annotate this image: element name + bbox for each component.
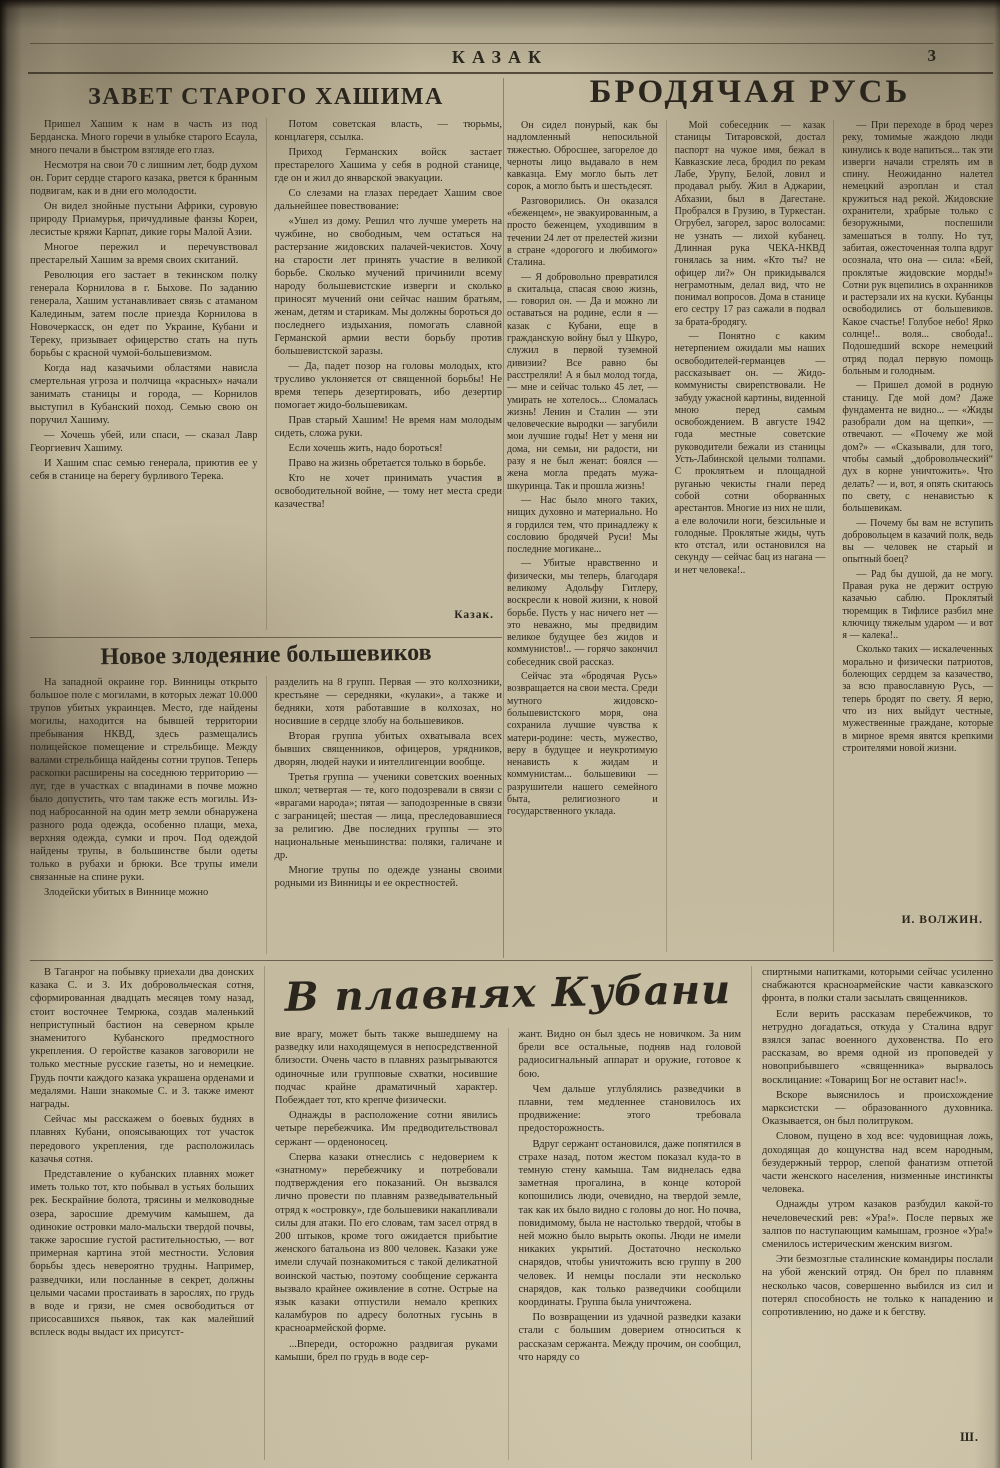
rus-column-3-paragraphs: — При переходе в брод через реку, томимые жаждою люди кинулись к воде напиться... так эти изверги начали стрелять им в спину. Неожиданно налетел немецкий аэроплан и стал кружиться над рекой. Жидовские охранители, храбрые только с безоружными, поспешили замешаться в толпу. Но тут, забитая, ожесточенная толпа вдруг осознала, что она — сила: «Бей, проклятые жидовские морды!» Сотни рук вцепились в охранников и растерзали их на куски. Кубанцы освободились от большевиков. Какое счастье! Голубое небо! Ярко солнце!.. воля... свобода!.. Подошедший вскоре немецкий отряд подал первую помощь больным и голодным. — Пришел домой в родную станицу. Где мой дом? Даже фундамента не видно... — «Жиды разобрали дом на щепки», — отвечают. — «Почему же мой дом?» — «Сказывали, для того, чтобы самый „добровольческий“ дух в корне уничтожить». Что делать? — и, вот, я опять скитаюсь по свету, с ненавистью к большевикам. — Почему бы вам не вступить добровольцем в казачий полк, ведь вы — человек не старый и опытный боец? — Рад бы душой, да не могу. Правая рука не держит острую казачью саблю. Проклятый тюремщик в Тифлисе разбил мне ключицу тяжелым ударом — и вот я — калека!.. Сколько таких — искалеченных морально и физически патриотов, болеющих сердцем за казачество, за всю православную Русь, — теперь бродят по свету. Я верю, что из них выйдут честные, мужественные граждане, которые в мирное время явятся крепкими строителями новой жизни. (842, 120, 994, 754)
rus-column-3 (833, 120, 993, 952)
plavni-column-2 (275, 1028, 508, 1460)
article-title-vinnitsa: Новое злодеяние большевиков (100, 639, 432, 671)
vinnitsa-column-2 (266, 676, 503, 954)
zavet-column-1-paragraphs: Пришел Хашим к нам в часть из под Берданска. Много горечи в улыбке старого Есаула, много печали в быстром взгляде его глаз. Несмотря на свои 70 с лишним лет, бодр духом он. Горит сердце старого казака, рвется к бранным подвигам, как и в дни его молодости. Он видел знойные пустыни Африки, суровую природу Приамурья, причудливые фанзы Кореи, лесистые кряжи Карпат, дикие горы Малой Азии. Многое пережил и перечувствовал престарелый Хашим за время своих скитаний. Революция его застает в текинском полку генерала Корнилова в г. Быхове. По заданию генерала, Хашим устанавливает связь с атаманом Калединым, затем после приезда Корнилова в Новочеркасск, он едет по Украине, Кубани и Тереку, призывает офицерство стать на путь борьбы с красной чумой-большевизмом. Когда над казачьими областями нависла смертельная угроза и полчища «красных» начали занимать станицы и города, — Корнилов выступил в Кубанский поход. Семью свою он поручил Хашиму. — Хочешь убей, или спаси, — сказал Лавр Георгиевич Хашиму. И Хашим спас семью генерала, приютив ее у себя в станице на берегу бурливого Терека. (30, 119, 258, 482)
section-rule-full (30, 960, 993, 961)
rus-column-1-paragraphs: Он сидел понурый, как бы надломленный непосильной тяжестью. Обросшее, загорелое до черноты лицо выдавало в нем кавказца. Ему могло быть лет сорок, а могло быть и шестьдесят. Разговорились. Он оказался «беженцем», не эвакуированным, а просто беженцем, уходившим в течении 24 лет от прелестей жизни в стране «дорогого и любимого» Сталина. — Я добровольно превратился в скитальца, спасая свою жизнь, — говорил он. — Да и можно ли оставаться на родине, если я — казак с Кубани, еще в гражданскую войну был у Шкуро, служил в первой туземной дивизии? Все равно бы расстреляли! А я был молод тогда, — мне и сейчас только 45 лет, — умирать не хотелось... Сломалась жизнь! Ленин и Сталин — эти человеческие выродки — загубили мои лучшие годы! Нет у меня ни дома, ни семьи, ни радости, ни разу я не был женат: боялся — жена могла предать мужа-шкуринца. Так и прошла жизнь! — Нас было много таких, нищих духовно и материально. Но я гордился тем, что принадлежу к сословию бродячей Руси! Мы последние могикане... — Убитые нравственно и физически, мы теперь, благодаря великому Адольфу Гитлеру, воскресли к новой жизни, к новой борьбе. Пусть у нас ничего нет — это неважно, мы предвидим великое будущее без жидов и коммунистов!.. — горячо закончил собеседник свой рассказ. Сейчас эта «бродячая Русь» возвращается на свои места. Среди мутного жидовско-большевистского моря, она сохранила лучшие чувства к матери-родине: честь, мужество, веру в будущее и неукротимую ненависть к жидам и коммунистам... большевики — разрушители нашего семейного быта, религиозного и государственного уклада. (507, 120, 658, 818)
section-rule-left (30, 637, 502, 638)
plavni-middle-block (264, 966, 752, 1460)
masthead-title: КАЗАК (451, 47, 549, 67)
zavet-columns (30, 118, 502, 630)
zavet-column-2 (266, 118, 503, 630)
article-v-plavnyah-kubani (30, 966, 993, 1460)
article-brodyachaya-rus (507, 74, 993, 952)
article-title-plavni: В плавнях Кубани (284, 966, 732, 1021)
signature-volzhin: И. ВОЛЖИН. (901, 913, 984, 926)
article-title-rus: БРОДЯЧАЯ РУСЬ (589, 74, 911, 110)
article-title-zavet: ЗАВЕТ СТАРОГО ХАШИМА (88, 84, 444, 110)
vinnitsa-column-2-paragraphs: разделить на 8 групп. Первая — это колхозники, крестьяне — середняки, «кулаки», а также и бедняки, хотя работавшие в колхозах, но носившие в сердце злобу на большевиков. Вторая группа убитых охватывала всех бывших священников, офицеров, урядников, дворян, людей науки и интеллигенции вообще. Третья группа — ученики советских военных школ; четвертая — те, кого подозревали в связи с «врагами народа»; пятая — заподозренные в связи с заграницей; шестая — лица, преследовавшиеся за религию. Две последних группы — это национальные меньшинства: поляки, галичане и др. Многие трупы по одежде узнаны своими родными из Винницы и ее окрестностей. (274, 677, 502, 889)
rus-column-1 (507, 120, 666, 952)
vinnitsa-column-1 (30, 676, 266, 954)
plavni-middle-columns (275, 1028, 741, 1460)
vinnitsa-column-1-paragraphs: На западной окраине гор. Винницы открыто большое поле с могилами, в которых лежат 10.000 трупов убитых украинцев. Место, где найдены могилы, находится на бывшей территории пребывания НКВД, здесь размещались полицейское помещение и стрельбище. Между валами стрельбища найдены сотни трупов. Теперь раскопки расширены на соседнюю территорию — луг, где в участках с впадинами в почве можно было допустить, что там также есть могилы. Из-под набросанной на один метр земли обнаружена разного рода одежда, особенно плащи, меха, верхняя одежда, сумки и проч. Под одеждой найдены трупы, в большинстве были одеты только в рубахи и брюки. Все трупы имели связанные на спине руки. Злодейски убитых в Виннице можно (30, 677, 258, 898)
zavet-column-1 (30, 118, 266, 630)
header-rule-top (30, 43, 993, 44)
plavni-column-1 (30, 966, 264, 1460)
main-column-divider (503, 78, 504, 958)
plavni-column-2-paragraphs: вие врагу, может быть также вышедшему на разведку или находящемуся в непосредственной близости. Очень часто в плавнях разыгрываются одиночные или групповые схватки, носившие подчас крайне драматичный характер. Побеждает тот, кто крепче физически. Однажды в расположение сотни явились четыре перебежчика. Им предводительствовал сержант — орденоносец. Сперва казаки отнеслись с недоверием к «знатному» перебежчику и потребовали подтверждения его показаний. Он вызвался лично провести по плавням разведывательный отряд к «островку», где большевики накапливали силы для атаки. По его словам, там засел отряд в 200 штыков, кроме того ожидается прибытие женского батальона из 800 человек. Казаки уже имели случай познакомиться с такой деликатной воинской частью, поэтому сообщение сержанта вызвало крайнее оживление в сотне. Острые на язык казаки отпустили немало крепких каламбуров по адресу болотных гусынь в красноармейской форме. ...Впереди, осторожно раздвигая руками камыши, брел по грудь в воде сер- (275, 1029, 498, 1363)
signature-sh: Ш. (960, 1429, 979, 1444)
plavni-column-3 (508, 1028, 742, 1460)
plavni-column-3-paragraphs: жант. Видно он был здесь не новичком. За ним брели все остальные, подняв над головой радиосигнальный аппарат и оружие, готовое к бою. Чем дальше углублялись разведчики в плавни, тем медленнее становилось их продвижение: этого требовала предосторожность. Вдруг сержант остановился, даже попятился в страхе назад, потом жестом показал куда-то в темную стену камыша. Там виднелась едва заметная прогалина, в конце которой копошились люди, очевидно, на твердой земле, так как их было видно с головы до ног. Но почва, повидимому, была не настолько твердой, чтобы в ней можно было вырыть окопы. Люди не имели никаких укрытий. Достаточно несколько снарядов, чтобы уничтожить всю группу в 200 человек. И немцы послали эти несколько снарядов, как только разведчики сообщили координаты. Группа была уничтожена. По возвращении из удачной разведки казаки стали с большим доверием относиться к рассказам сержанта. Между прочим, он сообщил, что наряду со (518, 1029, 741, 1363)
signature-kazak: Казак. (454, 609, 494, 621)
plavni-column-1-paragraphs: В Таганрог на побывку приехали два донских казака С. и З. Их добровольческая сотня, сформированная двадцать месяцев тому назад, стоит восточнее Темрюка, создав маленький неприступный бастион на северном крыле знаменитого Кубанского предмостного укрепления. О геройстве казаков заговорили не только местные русские газеты, но и немецкие. Грудь почти каждого казака украшена орденами и медалями. Наши знакомые С. и З. также имеют награды. Сейчас мы расскажем о боевых буднях в плавнях Кубани, опоясывающих тот участок передового укрепления, где расположилась казачья сотня. Представление о кубанских плавнях может иметь только тот, кто побывал в устьях больших рек. Бескрайние болота, трясины и мелководные озера, заросшие дремучим камышем, да одинокие островки мало-мальски твердой почвы, также заросшие густой растительностью, — вот примерная картина этой местности. Условия борьбы здесь невероятно трудны. Например, разведчики, или посланные в секрет, должны целыми часами простаивать в зарослях, по грудь в воде и грязи, не смея освободиться от присосавшихся пьявок, так как малейший всплеск воды выдаст их присутст- (30, 967, 254, 1339)
vinnitsa-columns (30, 676, 502, 954)
page-number: 3 (927, 46, 936, 65)
plavni-column-4-paragraphs: спиртными напитками, которыми сейчас усиленно снабжаются красноармейские части кавказского фронта, в полки стали засылать священников. Если верить рассказам перебежчиков, то нетрудно догадаться, откуда у Сталина вдруг взялся запас военного духовенства. По его рассказам, во время одной из проповедей у новоприбывшего «священника» вырвалось восклицание: «Товарищ Бог не оставит нас!». Вскоре выяснилось и происхождение марксистски — образованного духовника. Оказывается, он был политруком. Словом, пущено в ход все: чудовищная ложь, доходящая до кощунства над всем народным, безудержный террор, слепой фанатизм отпетой части женского населения, низменные инстинкты человека. Однажды утром казаков разбудил какой-то нечеловеческий рев: «Ура!». После первых же залпов по наступающим камышам, грозное «Ура!» сменилось истерическим женским визгом. Эти безмозглые сталинские командиры послали на убой женский отряд. Он брел по плавням несколько часов, совершенно выбился из сил и потерял способность не только к нападению и сопротивлению, но даже и к бегству. (762, 967, 993, 1319)
rus-column-2 (666, 120, 834, 952)
zavet-column-2-paragraphs: Потом советская власть, — тюрьмы, концлагеря, ссылка. Приход Германских войск застает престарелого Хашима у себя в родной станице, где он и жил до январской эвакуации. Со слезами на глазах передает Хашим свое дальнейшее повествование: «Ушел из дому. Решил что лучше умереть на чужбине, но свободным, чем остаться на растерзание жидовских палачей-чекистов. Хочу на старости лет принять участие в великой борьбе. Сколько мучений причинили всему народу большевистские изверги и сколько приносят мучений они сейчас нашим братьям, женам, детям и старикам. Мы должны бороться до последнего издыхания, помогать славной Германской армии вести борьбу против большевистской заразы. — Да, падет позор на головы молодых, кто трусливо уклоняется от священной борьбы! Не время теперь дезертировать, ибо дезертир помогает жидо-большевикам. Прав старый Хашим! Не время нам молодым сидеть, сложа руки. Если хочешь жить, надо бороться! Право на жизнь обретается только в борьбе. Кто не хочет принимать участия в освободительной войне, — тому нет места среди казачества! (274, 119, 502, 510)
rus-columns (507, 120, 993, 952)
article-zavet-starogo-hashima (30, 84, 502, 630)
plavni-column-4 (752, 966, 993, 1460)
rus-column-2-paragraphs: Мой собеседник — казак станицы Титаровской, достал паспорт на чужое имя, бежал в Кавказские леса, бродил по рекам Лабе, Урупу, Белой, ловил и продавал рыбу. Жил в Аджарии, Абхазии, был в Дагестане. Пробрался в Грузию, в Туркестан. Огрубел, загорел, зарос волосами: не узнать — лихой кубанец. Длинная рука ЧЕКА-НКВД гонялась за ним. «Кто ты? не офицер ли?» Он прикидывался неграмотным, делал вид, что не понимал вопросов. Дома в станице его сестру 17 раз сажали в подвал за брата-бродягу. — Понятно с каким нетерпением ожидали мы наших освободителей-германцев — рассказывает он. — Жидо-коммунисты свирепствовали. Не забуду ужасной картины, виденной мною перед самым освобождением. В августе 1942 года местные советские руководители бежали из станицы Усть-Лабинской целыми толпами. С проклятьем и площадной руганью чекисты гнали перед собой сотни оборванных арестантов. Многие из них не шли, а еле волочили ноги, безсильные и голодные. Проклятые жиды, чуть кто отстал, или остановился на секунду — сейчас бац из нагана — и нет человека!.. (674, 120, 826, 576)
article-novoe-zlodeyanie (30, 639, 502, 954)
